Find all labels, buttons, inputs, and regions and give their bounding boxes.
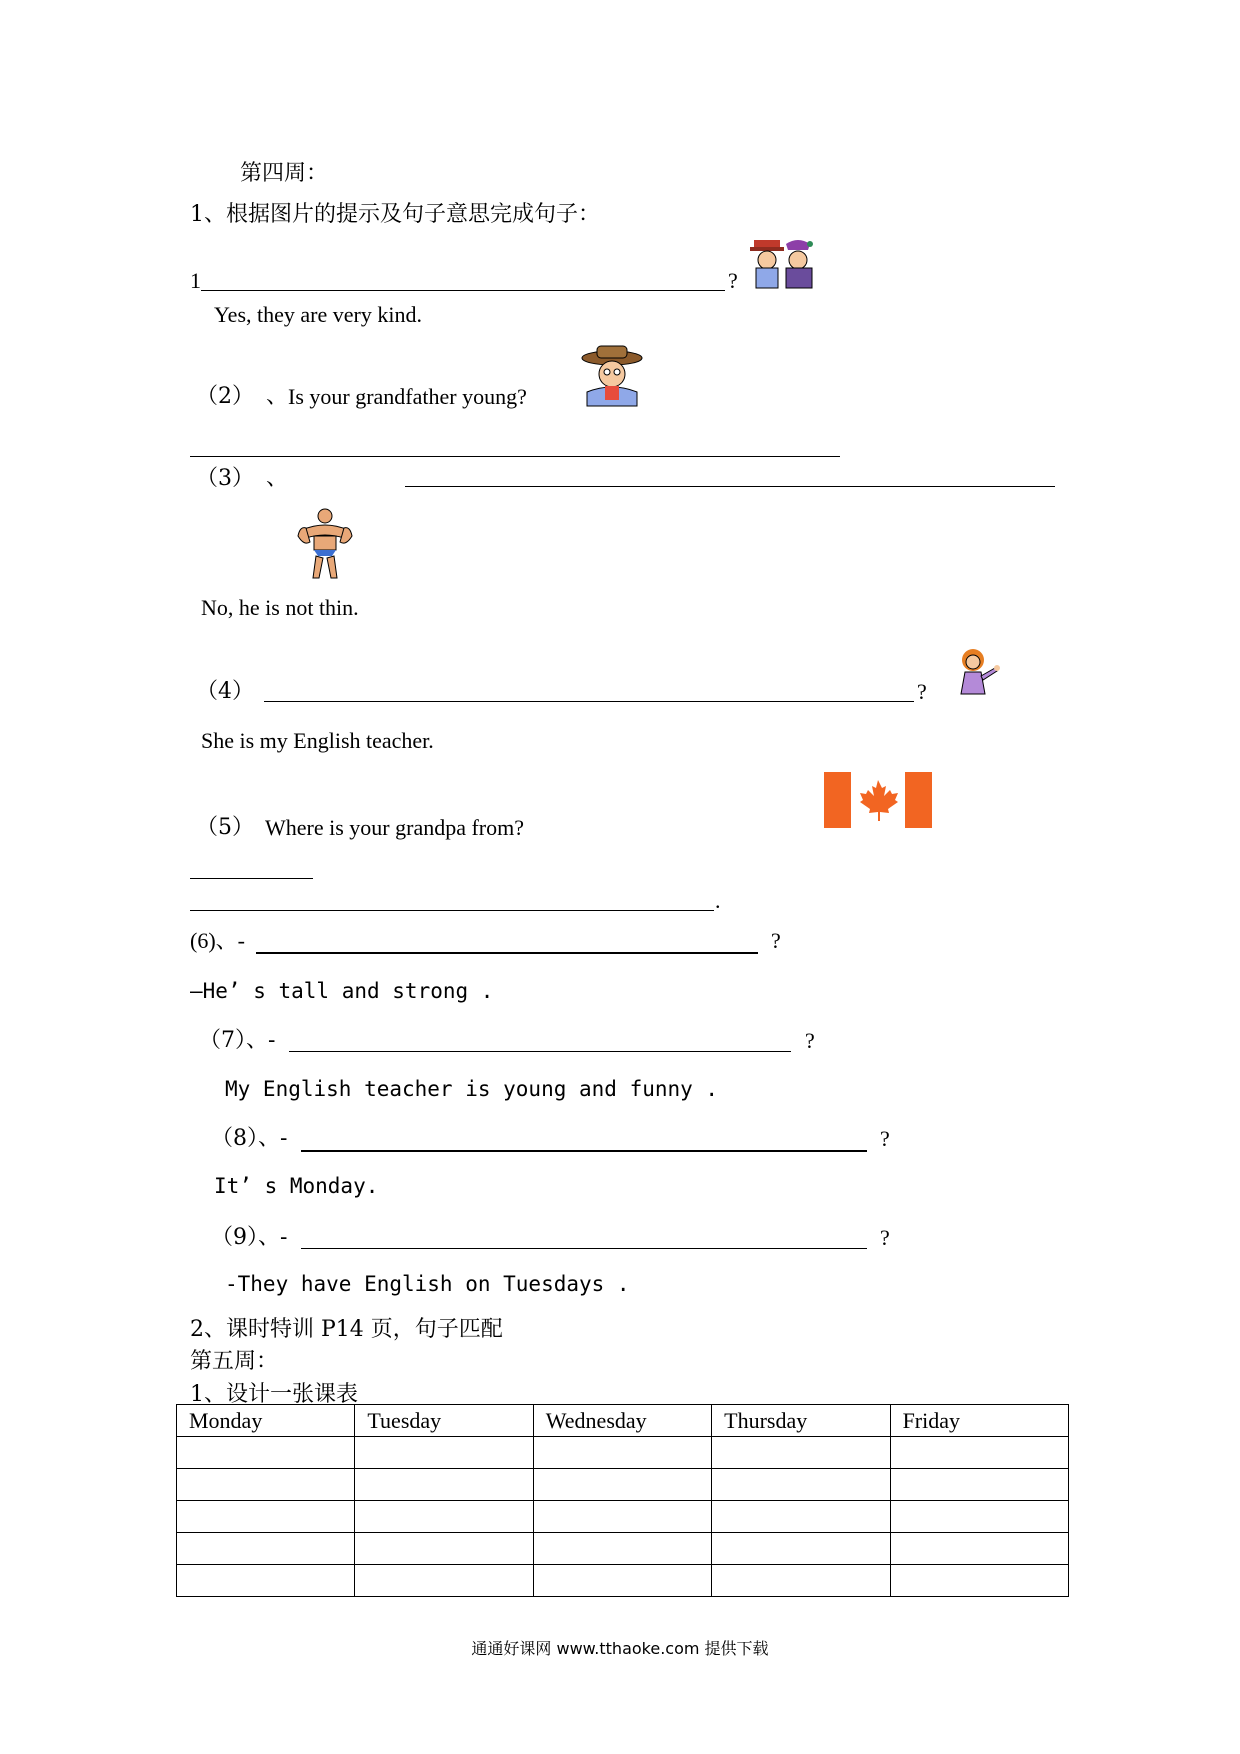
table-cell[interactable] [533, 1437, 711, 1469]
q1-answer-line[interactable] [201, 290, 725, 291]
q6-answer-line[interactable] [256, 952, 758, 954]
q9-number: （9）、- [211, 1225, 288, 1250]
table-cell[interactable] [712, 1437, 890, 1469]
q3-number: （3） [196, 466, 254, 491]
table-cell[interactable] [177, 1437, 355, 1469]
table-cell[interactable] [533, 1565, 711, 1597]
q5-end-mark: . [715, 888, 721, 913]
table-row [177, 1501, 1069, 1533]
q1-answer-text: Yes, they are very kind. [214, 302, 422, 327]
table-row [177, 1565, 1069, 1597]
table-cell[interactable] [355, 1533, 533, 1565]
table-cell[interactable] [712, 1501, 890, 1533]
q2-separator: 、 [266, 384, 289, 409]
table-row [177, 1469, 1069, 1501]
table-cell[interactable] [355, 1565, 533, 1597]
q3-separator: 、 [266, 466, 289, 491]
q4-number: （4） [196, 679, 254, 704]
table-cell[interactable] [890, 1437, 1068, 1469]
page-footer: 通通好课网 www.tthaoke.com 提供下载 [471, 1639, 769, 1658]
q8-answer-text: It’ s Monday. [214, 1174, 379, 1198]
q3-answer-line[interactable] [405, 486, 1055, 487]
q8-number: （8）、- [211, 1126, 288, 1151]
table-cell[interactable] [890, 1501, 1068, 1533]
q7-answer-line[interactable] [289, 1051, 791, 1052]
q4-answer-text: She is my English teacher. [201, 728, 434, 753]
q6-answer-text: —He’ s tall and strong . [190, 979, 494, 1003]
timetable-header-wednesday: Wednesday [533, 1405, 711, 1437]
strongman-icon [296, 506, 354, 580]
table-cell[interactable] [712, 1565, 890, 1597]
q6-number: (6)、- [190, 928, 245, 953]
table-row [177, 1437, 1069, 1469]
q2-answer-line[interactable] [190, 456, 840, 457]
q9-answer-text: -They have English on Tuesdays . [225, 1272, 630, 1296]
timetable-header-tuesday: Tuesday [355, 1405, 533, 1437]
canada-flag-icon [824, 772, 932, 828]
table-cell[interactable] [177, 1469, 355, 1501]
timetable-header-thursday: Thursday [712, 1405, 890, 1437]
q7-end-mark: ? [805, 1028, 815, 1053]
q8-answer-line[interactable] [301, 1150, 867, 1152]
grandfather-icon [577, 344, 647, 408]
q3-answer-text: No, he is not thin. [201, 595, 359, 620]
q1-number: 1 [190, 268, 201, 293]
grandparents-icon [748, 236, 818, 290]
task2-instruction: 2、课时特训 P14 页，句子匹配 [190, 1317, 503, 1342]
table-cell[interactable] [533, 1469, 711, 1501]
table-row [177, 1533, 1069, 1565]
q1-end-mark: ? [728, 268, 738, 293]
table-cell[interactable] [890, 1469, 1068, 1501]
q7-number: （7）、- [199, 1028, 276, 1053]
week5-task1: 1、设计一张课表 [190, 1382, 358, 1407]
table-cell[interactable] [712, 1533, 890, 1565]
q5-answer-line-1[interactable] [190, 878, 313, 879]
q9-end-mark: ? [880, 1225, 890, 1250]
table-cell[interactable] [177, 1565, 355, 1597]
timetable-header-friday: Friday [890, 1405, 1068, 1437]
table-cell[interactable] [890, 1533, 1068, 1565]
q9-answer-line[interactable] [301, 1248, 867, 1249]
q6-end-mark: ? [771, 928, 781, 953]
q4-end-mark: ? [917, 679, 927, 704]
q5-number: （5） [196, 815, 254, 840]
timetable-header-monday: Monday [177, 1405, 355, 1437]
week4-heading: 第四周： [240, 161, 329, 186]
q5-question: Where is your grandpa from? [265, 815, 525, 840]
q4-answer-line[interactable] [264, 701, 914, 702]
q2-number: （2） [196, 384, 254, 409]
task1-instruction: 1、根据图片的提示及句子意思完成句子： [190, 202, 600, 227]
week5-heading: 第五周： [190, 1349, 279, 1374]
table-cell[interactable] [177, 1533, 355, 1565]
table-cell[interactable] [890, 1565, 1068, 1597]
table-cell[interactable] [355, 1437, 533, 1469]
table-cell[interactable] [177, 1501, 355, 1533]
table-cell[interactable] [355, 1501, 533, 1533]
q5-answer-line-2[interactable] [190, 910, 714, 911]
table-cell[interactable] [355, 1469, 533, 1501]
table-cell[interactable] [533, 1533, 711, 1565]
table-cell[interactable] [712, 1469, 890, 1501]
timetable-header-row [177, 1405, 1069, 1437]
q8-end-mark: ? [880, 1126, 890, 1151]
q7-answer-text: My English teacher is young and funny . [225, 1077, 719, 1101]
table-cell[interactable] [533, 1501, 711, 1533]
timetable [176, 1404, 1069, 1597]
teacher-girl-icon [955, 646, 1005, 698]
q2-question: Is your grandfather young? [288, 384, 527, 409]
